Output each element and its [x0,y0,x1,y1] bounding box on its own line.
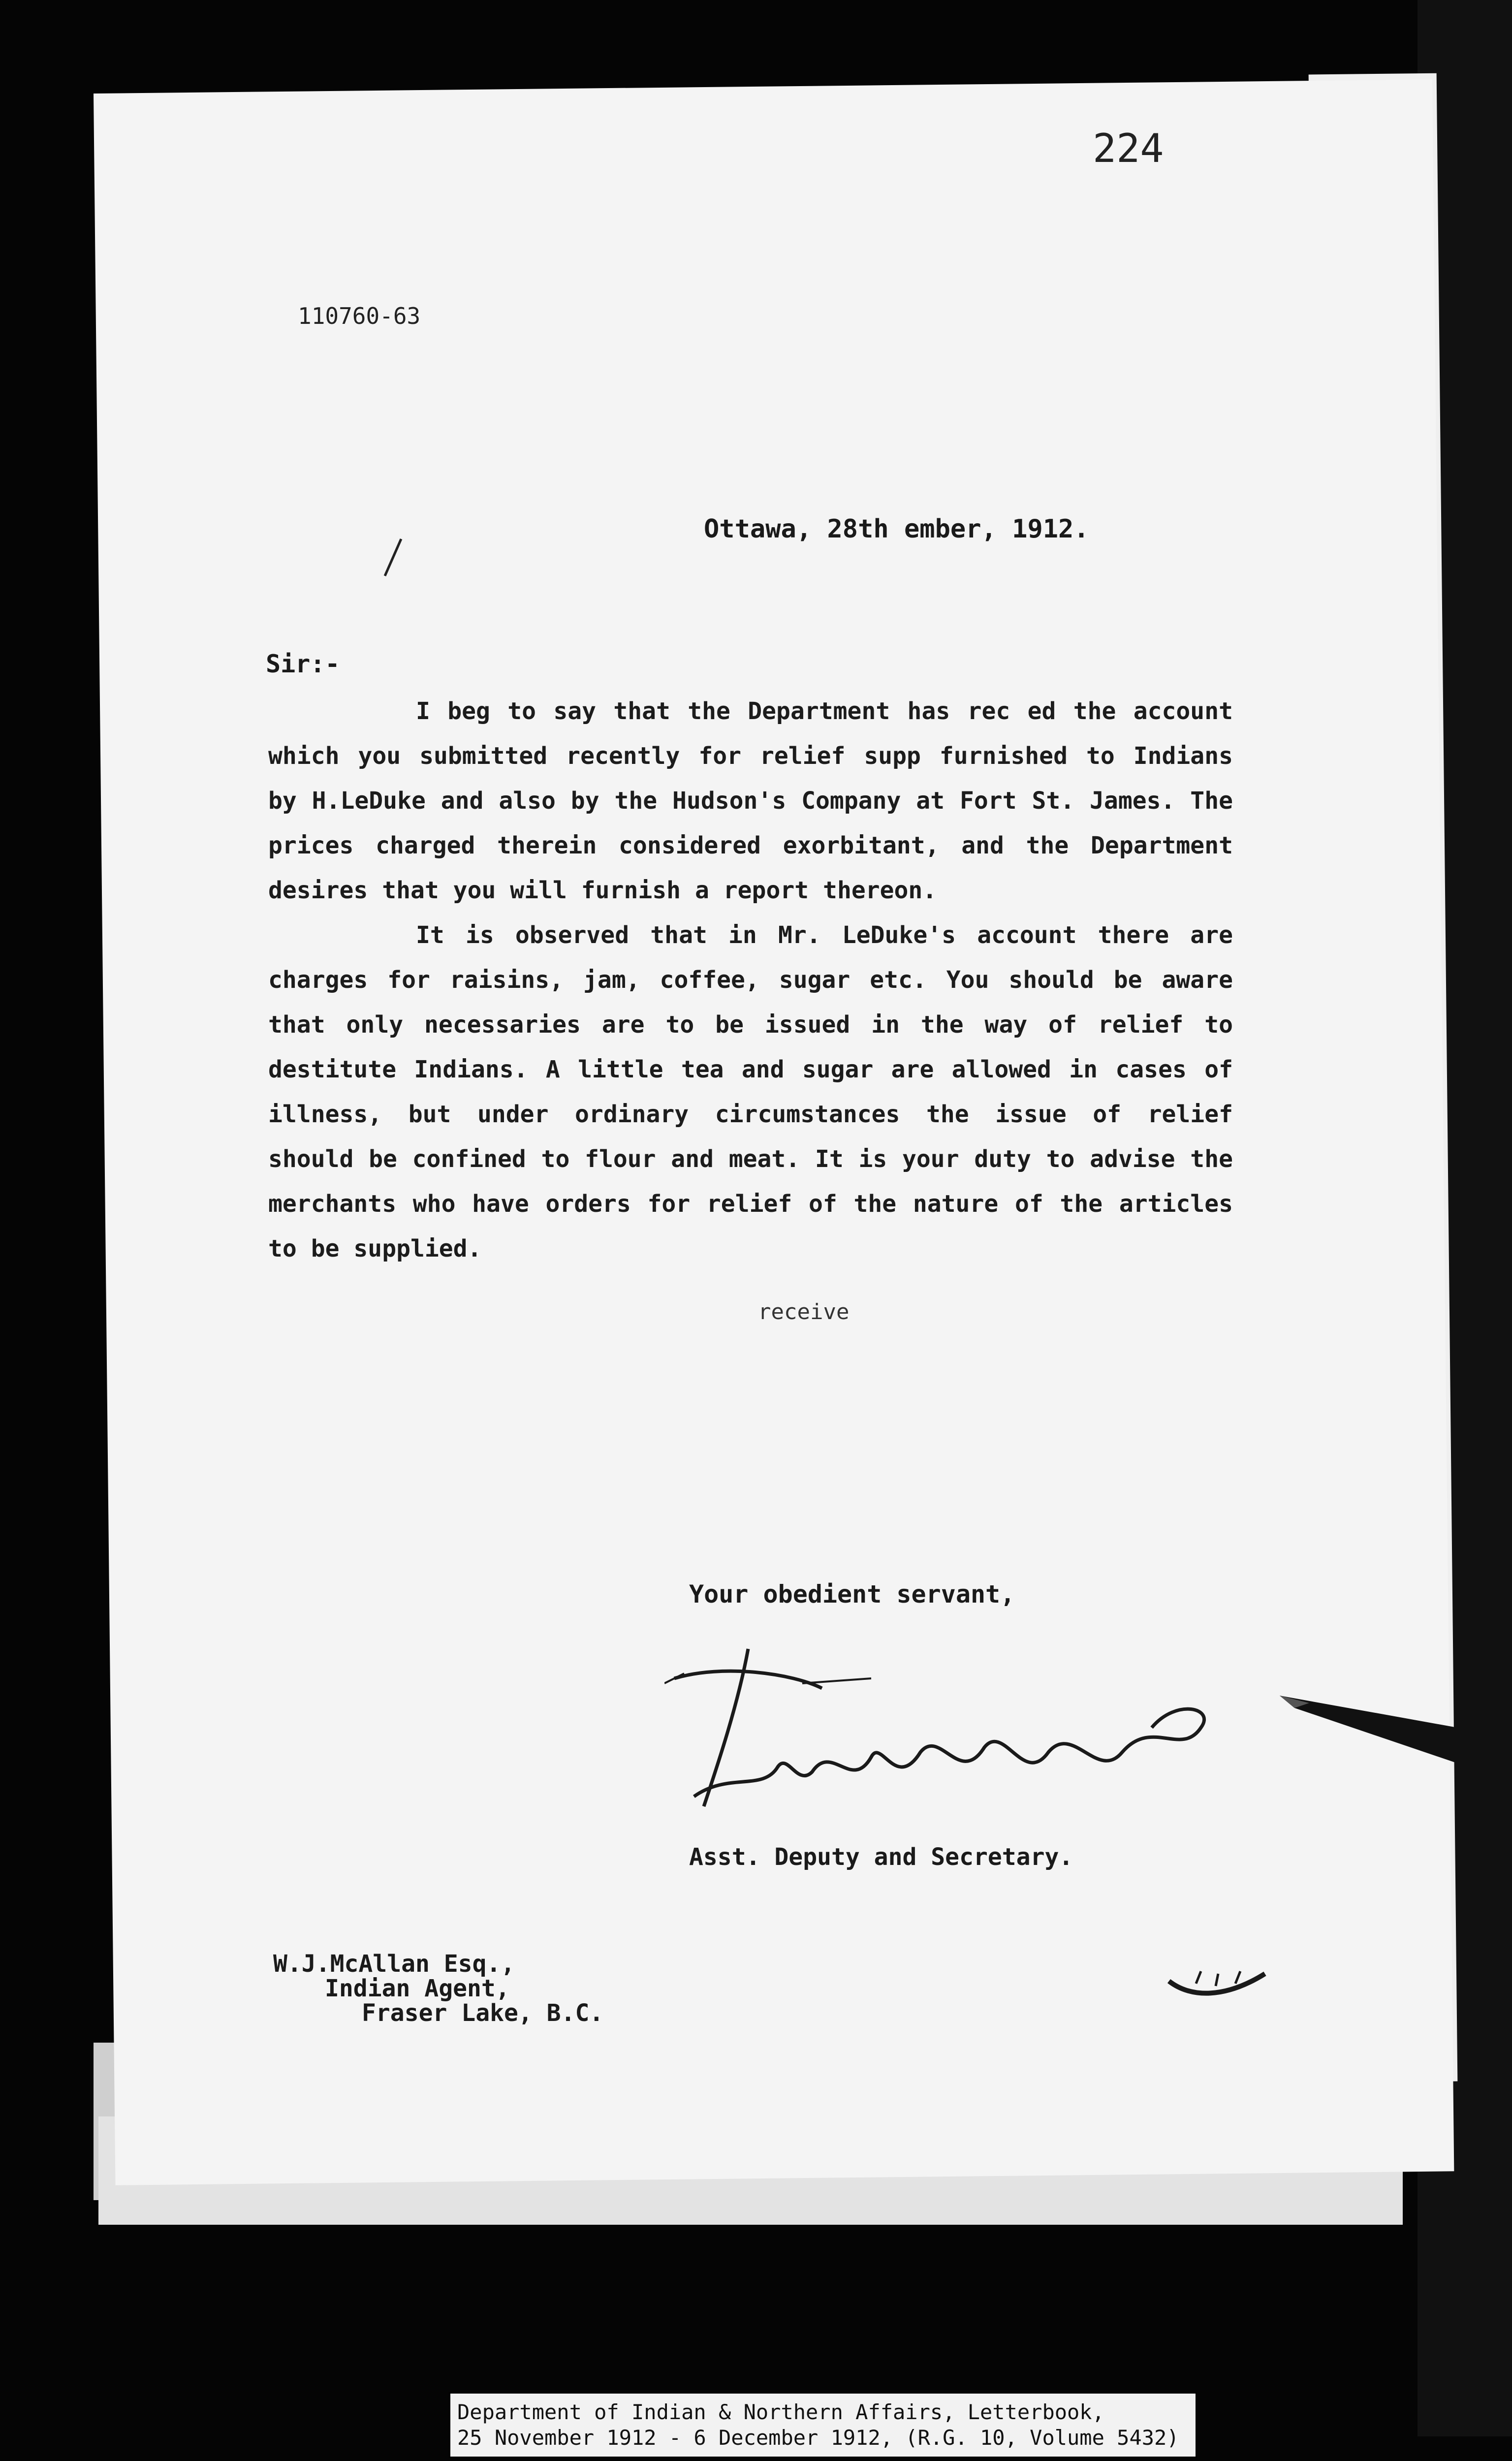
signature [664,1644,1265,1831]
page-number: 224 [1093,126,1164,171]
caption-line: 25 November 1912 - 6 December 1912, (R.G. 10, Volume 5432) [457,2426,1179,2450]
addressee-line: W.J.McAllan Esq., [273,1950,515,1978]
addressee-block [273,1952,603,2025]
salutation: Sir:- [266,650,340,678]
pencil-pointer [1280,1693,1512,1782]
file-reference: 110760-63 [298,303,421,329]
stray-pen-mark [379,536,409,581]
closing: Your obedient servant, [689,1580,1015,1609]
signer-title: Asst. Deputy and Secretary. [689,1843,1073,1871]
body-paragraph: It is observed that in Mr. LeDuke's account there are charges for raisins, jam, coffee, sugar etc. You should be aware that only necessaries are to be issued in the way of relief to destitute Indians. A little tea and sugar are allowed in cases of illness, but under ordinary circumstances the issue of relief should be confined to flour and meat. It is your duty to advise the merchants who have orders for relief of the nature of the articles to be supplied. [268,921,1233,1262]
addressee-line: Fraser Lake, B.C. [362,1999,604,2027]
archival-caption [449,2392,1197,2458]
caption-line: Department of Indian & Northern Affairs, Letterbook, [457,2400,1104,2424]
addressee-line: Indian Agent, [325,1975,510,2002]
ink-mark [1166,1964,1270,2003]
interlinear-correction: receive [758,1299,850,1325]
body-paragraph: I beg to say that the Department has rec ed the account which you submitted recently for relief supp furnished to Indians by H.LeDuke and also by the Hudson's Company at Fort St. James. The prices charged therein considered exorbitant, and the Department desires that you will furnish a report thereon. [268,697,1233,904]
letter-date: Ottawa, 28th ember, 1912. [704,514,1089,544]
letter-body [268,689,1233,1271]
